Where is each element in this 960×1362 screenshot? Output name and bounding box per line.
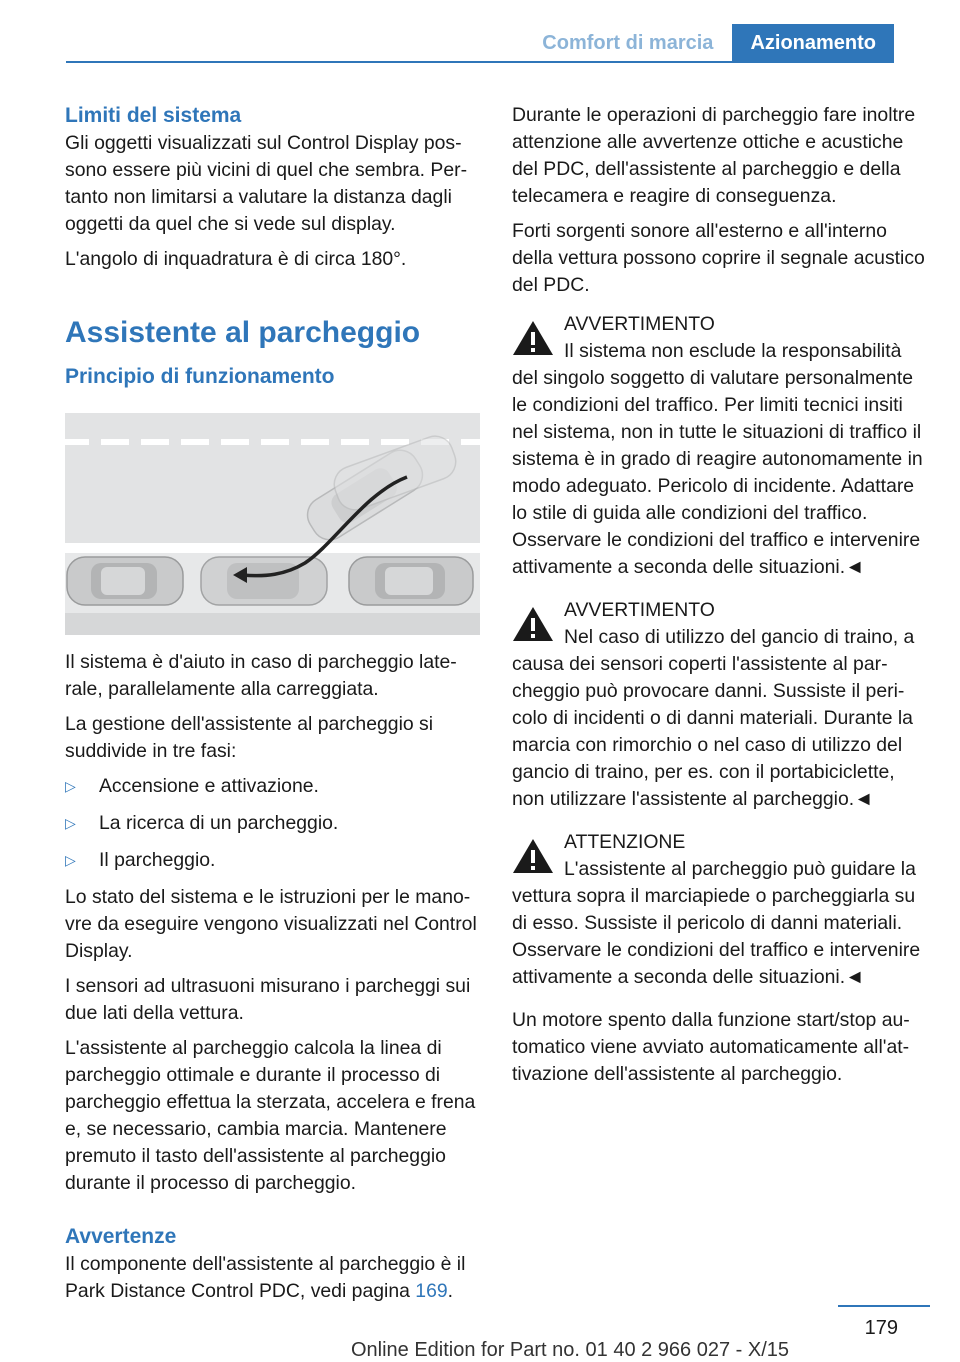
page-number: 179 (864, 1317, 898, 1339)
warning-title: AVVERTIMENTO (564, 313, 715, 335)
right-column (512, 102, 930, 1096)
warning-triangle-icon (512, 605, 554, 643)
limits-paragraph-2: L'angolo di inquadratura è di circa 180°. (65, 248, 407, 270)
phase-list (65, 773, 481, 874)
header-tabs (523, 24, 894, 62)
paragraph-1: Il sistema è d'aiuto in caso di parcheggio laterale, parallelamente alla carreggiata. (65, 651, 457, 700)
triangle-bullet-icon: ▷ (65, 852, 76, 868)
left-column (65, 102, 481, 1313)
warning-text: causa dei sensori coperti l'assistente al parcheggio può provocare danni. Sussiste il pericolo di incidenti o di danni materiali. Durante la marcia con rimorchio o nel caso di utilizzo del gancio di traino, per es. con il portabiciclette, non utilizzare l'assistente al parcheggio.◄ (512, 653, 913, 810)
limits-paragraph-1: Gli oggetti visualizzati sul Control Display possono essere più vicini di quel che sembra. Pertanto non limitarsi a valutare la distanza dagli oggetti da quel che si vede sul display. (65, 132, 468, 235)
list-item-text: Il parcheggio. (99, 849, 216, 871)
list-item-text: Accensione e attivazione. (99, 775, 319, 797)
notes-paragraph (65, 1251, 481, 1305)
right-paragraph-1: Durante le operazioni di parcheggio fare inoltre attenzione alle avvertenze ottiche e acustiche del PDC, dell'assistente al parcheggio e della telecamera e reagire di conseguenza. (512, 104, 916, 207)
warning-title: AVVERTIMENTO (564, 599, 715, 621)
warning-first-line: Il sistema non esclude la responsabilità (564, 340, 902, 362)
triangle-bullet-icon: ▷ (65, 778, 76, 794)
warning-box (512, 597, 930, 813)
caution-text: vettura sopra il marciapiede o parcheggiarla su di esso. Sussiste il pericolo di danni materiali. Osservare le condizioni del traffico e intervenire attivamente a seconda delle situazioni.◄ (512, 885, 921, 988)
limits-heading: Limiti del sistema (65, 104, 242, 127)
right-paragraph-3: Un motore spento dalla funzione start/stop automatico viene avviato automaticamente all'attivazione dell'assistente al parcheggio. (512, 1009, 910, 1085)
notes-text: Il componente dell'assistente al parcheggio è il Park Distance Control PDC, vedi pagina (65, 1253, 466, 1302)
footer-edition: Online Edition for Part no. 01 40 2 966 027 - X/15 (350, 1339, 790, 1361)
tab-azionamento[interactable]: Azionamento (732, 24, 894, 62)
notes-text-end: . (447, 1280, 454, 1302)
paragraph-2: La gestione dell'assistente al parcheggio si suddivide in tre fasi: (65, 713, 434, 762)
parking-illustration (65, 413, 480, 635)
list-item (65, 810, 481, 837)
page-link-169[interactable]: 169 (415, 1280, 448, 1302)
caution-title: ATTENZIONE (564, 831, 686, 853)
header-rule (66, 61, 894, 63)
principle-heading: Principio di funzionamento (65, 365, 335, 388)
paragraph-3: Lo stato del sistema e le istruzioni per le manovre da eseguire vengono visualizzati nel Control Display. (65, 886, 477, 962)
warning-triangle-icon (512, 319, 554, 357)
paragraph-4: I sensori ad ultrasuoni misurano i parcheggi sui due lati della vettura. (65, 975, 471, 1024)
paragraph-5: L'assistente al parcheggio calcola la linea di parcheggio ottimale e durante il processo di parcheggio effettua la sterzata, accelera e frena e, se necessario, cambia marcia. Mantenere premuto il tasto dell'assistente al parcheggio durante il processo di parcheggio. (65, 1037, 476, 1194)
caution-box (512, 829, 930, 991)
right-paragraph-2: Forti sorgenti sonore all'esterno e all'interno della vettura possono coprire il segnale acustico del PDC. (512, 220, 925, 296)
list-item (65, 847, 481, 874)
triangle-bullet-icon: ▷ (65, 815, 76, 831)
footer-rule (838, 1305, 930, 1307)
warning-triangle-icon (512, 837, 554, 875)
list-item-text: La ricerca di un parcheggio. (99, 812, 339, 834)
parking-diagram (65, 413, 480, 635)
notes-heading: Avvertenze (65, 1225, 177, 1248)
list-item (65, 773, 481, 800)
tab-comfort-di-marcia[interactable]: Comfort di marcia (542, 32, 714, 54)
warning-box (512, 311, 930, 581)
warning-first-line: Nel caso di utilizzo del gancio di traino, a (564, 626, 915, 648)
caution-first-line: L'assistente al parcheggio può guidare la (564, 858, 916, 880)
warning-text: del singolo soggetto di valutare personalmente le condizioni del traffico. Per limiti tecnici insiti nel sistema, non in tutte le situazioni di traffico il sistema è in grado di reagire autonomamente in modo adeguato. Pericolo di incidente. Adattare lo stile di guida alle condizioni del traffico. Osservare le condizioni del traffico e intervenire attivamente a seconda delle situazioni.◄ (512, 367, 923, 578)
section-title: Assistente al parcheggio (65, 316, 421, 349)
